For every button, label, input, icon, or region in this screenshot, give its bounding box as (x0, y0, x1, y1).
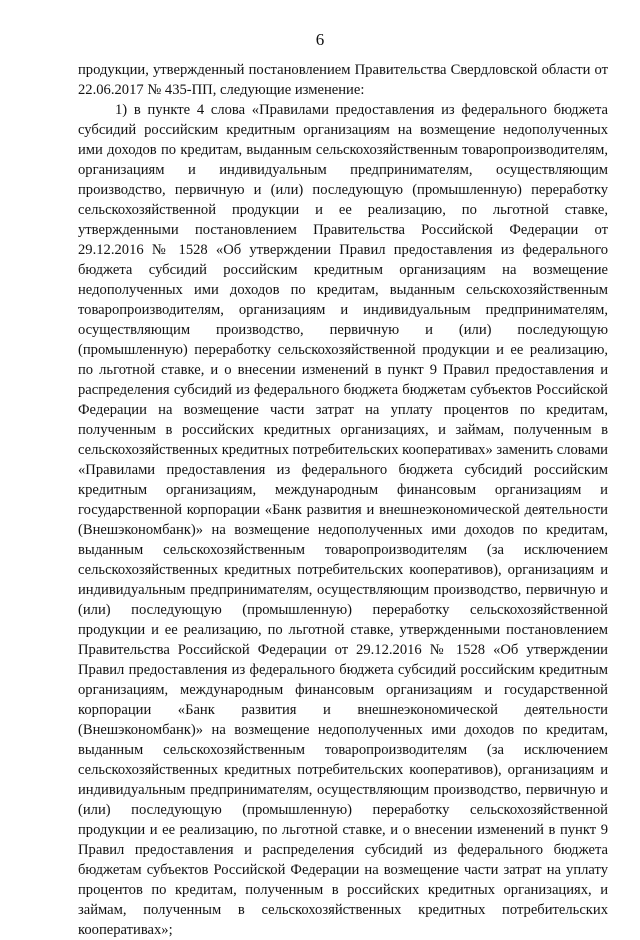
page-number: 6 (315, 30, 325, 49)
amendment-item-1: 1) в пункте 4 слова «Правилами предоставления из федерального бюджета субсидий российским кредитным организациям на возмещение недополученных ими доходов по кредитам, выданным сельскохозяйственным товаропроизводителям, организациям и индивидуальным предпринимателям, осуществляющим производство, первичную и (или) последующую (промышленную) переработку сельскохозяйственной продукции и ее реализацию, по льготной ставке, утвержденными постановлением Правительства Российской Федерации от 29.12.2016 № 1528 «Об утверждении Правил предоставления из федерального бюджета субсидий российским кредитным организациям на возмещение недополученных ими доходов по кредитам, выданным сельскохозяйственным товаропроизводителям, организациям и индивидуальным предпринимателям, осуществляющим производство, первичную и (или) последующую (промышленную) переработку сельскохозяйственной продукции и ее реализацию, по льготной ставке, и о внесении изменений в пункт 9 Правил предоставления и распределения субсидий из федерального бюджета бюджетам субъектов Российской Федерации на возмещение части затрат на уплату процентов по кредитам, полученным в российских кредитных организациях, и займам, полученным в сельскохозяйственных кредитных потребительских кооперативах» заменить словами «Правилами предоставления из федерального бюджета субсидий российским кредитным организациям, международным финансовым организациям и государственной корпорации «Банк развития и внешнеэкономической деятельности (Внешэкономбанк)» на возмещение недополученных ими доходов по кредитам, выданным сельскохозяйственным товаропроизводителям (за исключением сельскохозяйственных кредитных потребительских кооперативов), организациям и индивидуальным предпринимателям, осуществляющим производство, первичную и (или) последующую (промышленную) переработку сельскохозяйственной продукции и ее реализацию, по льготной ставке, утвержденными постановлением Правительства Российской Федерации от 29.12.2016 № 1528 «Об утверждении Правил предоставления из федерального бюджета субсидий российским кредитным организациям, международным финансовым организациям и государственной корпорации «Банк развития и внешнеэкономической деятельности (Внешэкономбанк)» на возмещение недополученных ими доходов по кредитам, выданным сельскохозяйственным товаропроизводителям (за исключением сельскохозяйственных кредитных потребительских кооперативов), организациям и индивидуальным предпринимателям, осуществляющим производство, первичную и (или) последующую (промышленную) переработку сельскохозяйственной продукции и ее реализацию, по льготной ставке, и о внесении изменений в пункт 9 Правил предоставления и распределения субсидий из федерального бюджета бюджетам субъектов Российской Федерации на возмещение части затрат на уплату процентов по кредитам, полученным в российских кредитных организациях, и займам, полученным в сельскохозяйственных кредитных потребительских кооперативах»; (78, 102, 608, 938)
document-body (78, 60, 608, 940)
lead-paragraph: продукции, утвержденный постановлением Правительства Свердловской области от 22.06.2017 № 435-ПП, следующие изменение: (78, 62, 608, 98)
